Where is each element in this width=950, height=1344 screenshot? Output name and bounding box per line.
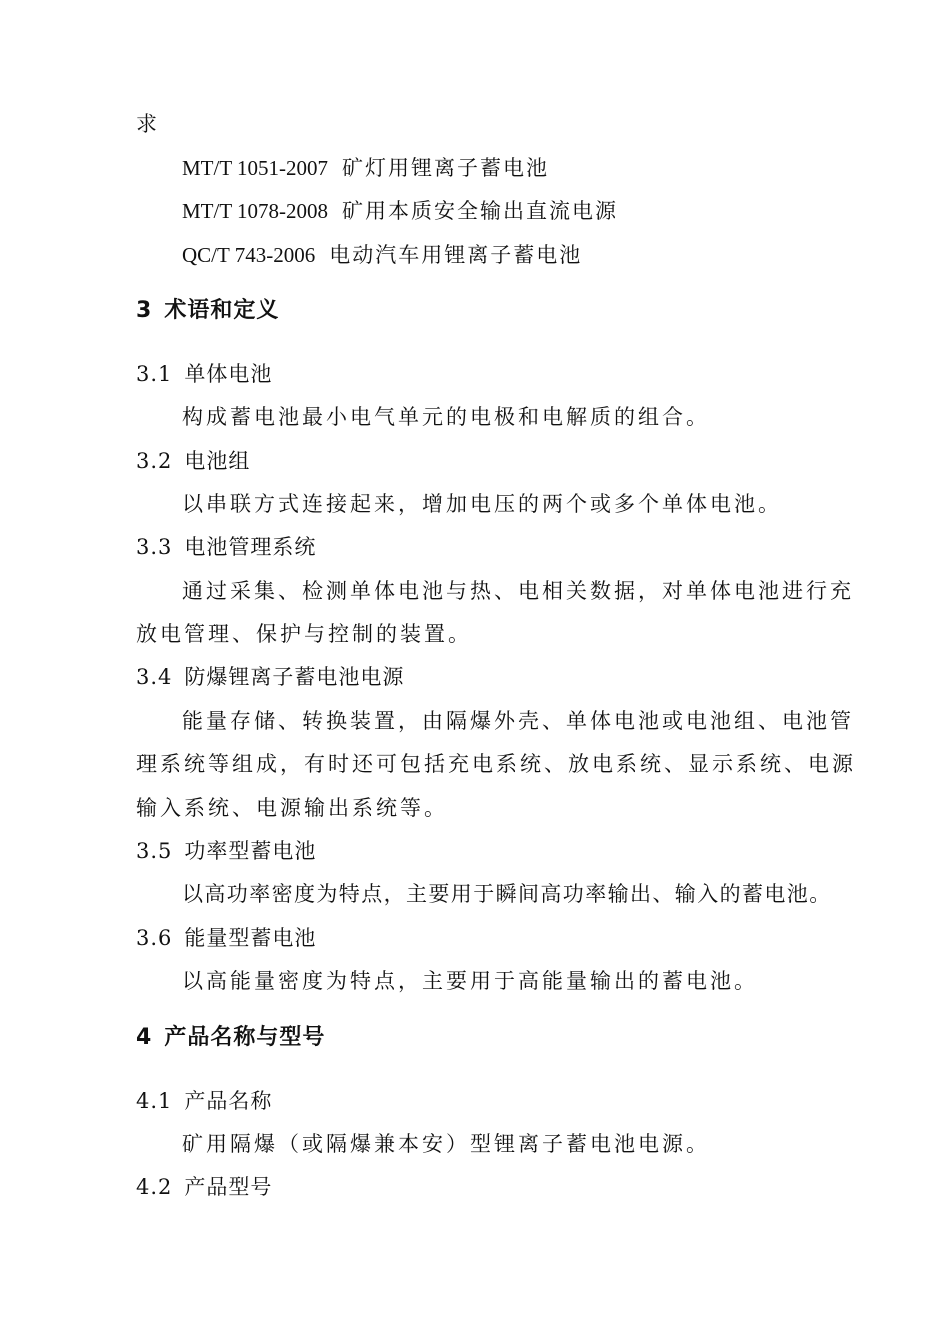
reference-code: QC/T 743-2006 [182,243,316,267]
term-definition: 构成蓄电池最小电气单元的电极和电解质的组合。 [182,405,710,429]
term-definition: 理系统等组成，有时还可包括充电系统、放电系统、显示系统、电源 [136,752,856,776]
reference-code: MT/T 1051-2007 [182,156,329,180]
term-number: 3.6 [136,926,173,950]
term-definition: 以高功率密度为特点，主要用于瞬间高功率输出、输入的蓄电池。 [182,882,832,906]
term-heading [136,360,272,388]
term-heading [136,837,316,865]
section-number: 4 [136,1025,153,1050]
section-title: 产品名称与型号 [164,1025,326,1050]
term-number: 3.1 [136,362,173,386]
reference-title: 电动汽车用锂离子蓄电池 [329,243,583,267]
section-title: 术语和定义 [164,298,280,323]
term-name: 单体电池 [184,362,273,386]
term-heading [136,533,316,561]
term-definition: 能量存储、转换装置，由隔爆外壳、单体电池或电池组、电池管 [182,709,854,733]
term-name: 功率型蓄电池 [184,839,317,863]
term-heading [136,663,404,691]
term-definition: 输入系统、电源输出系统等。 [136,796,448,820]
reference-item [182,197,618,225]
section-heading [136,1024,325,1052]
subsection-heading [136,1087,272,1115]
term-name: 电池管理系统 [184,535,317,559]
reference-code: MT/T 1078-2008 [182,199,329,223]
term-heading [136,924,316,952]
reference-item [182,154,549,182]
section-number: 3 [136,298,153,323]
continuation-text: 求 [136,112,158,136]
term-definition: 放电管理、保护与控制的装置。 [136,622,472,646]
term-name: 能量型蓄电池 [184,926,317,950]
term-definition: 以高能量密度为特点，主要用于高能量输出的蓄电池。 [182,969,758,993]
section-heading [136,297,279,325]
subsection-title: 产品名称 [184,1089,273,1113]
term-number: 3.2 [136,449,173,473]
term-heading [136,447,250,475]
subsection-heading [136,1173,272,1201]
term-name: 防爆锂离子蓄电池电源 [184,665,405,689]
term-number: 3.3 [136,535,173,559]
reference-title: 矿用本质安全输出直流电源 [342,199,619,223]
subsection-body: 矿用隔爆（或隔爆兼本安）型锂离子蓄电池电源。 [182,1132,710,1156]
term-definition: 通过采集、检测单体电池与热、电相关数据，对单体电池进行充 [182,579,854,603]
subsection-number: 4.1 [136,1089,173,1113]
reference-item [182,241,582,269]
reference-title: 矿灯用锂离子蓄电池 [342,156,550,180]
term-number: 3.5 [136,839,173,863]
subsection-number: 4.2 [136,1175,173,1199]
term-definition: 以串联方式连接起来，增加电压的两个或多个单体电池。 [182,492,782,516]
term-number: 3.4 [136,665,173,689]
subsection-title: 产品型号 [184,1175,273,1199]
term-name: 电池组 [184,449,251,473]
